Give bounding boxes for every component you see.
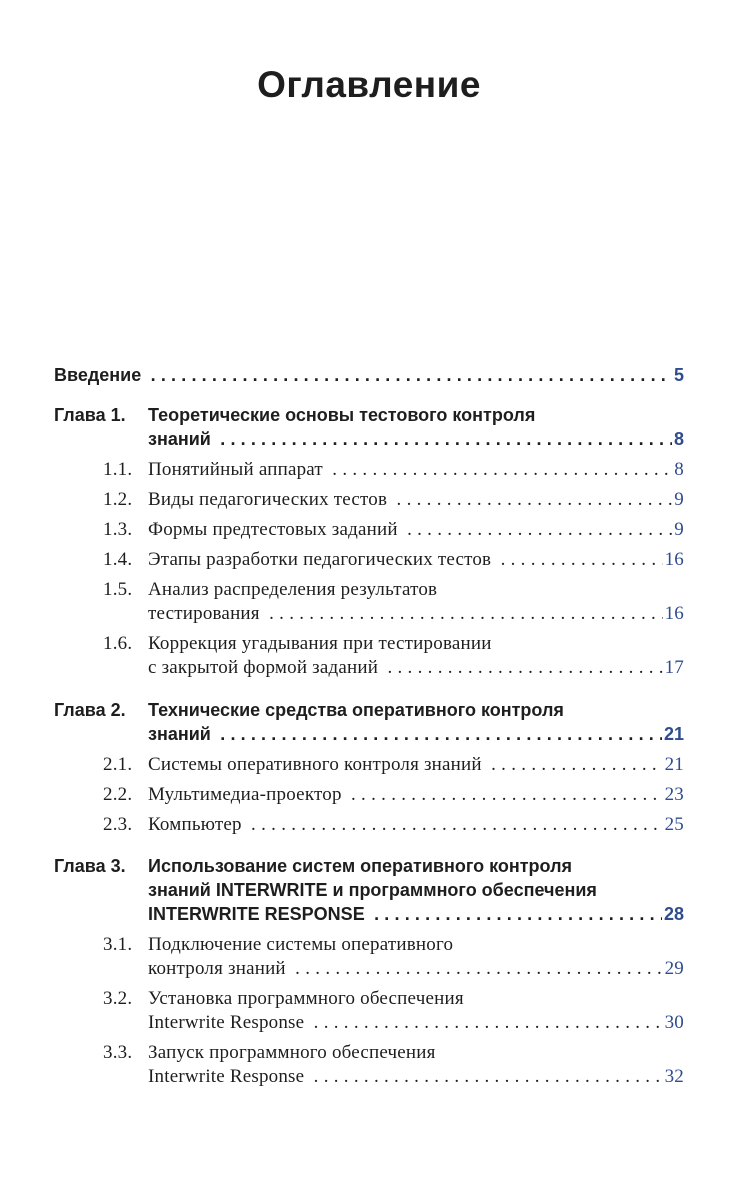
section-title: Коррекция угадывания при тестировании	[148, 633, 492, 654]
toc-chapter-3-middle-line[interactable]	[148, 880, 684, 901]
section-title: Interwrite Response	[148, 1012, 305, 1033]
section-title: Виды педагогических тестов	[148, 489, 388, 510]
chapter-title-line: знаний INTERWRITE и программного обеспечения	[148, 880, 597, 900]
toc-chapter-3-heading[interactable]	[54, 856, 684, 877]
toc-chapter-2-last-line[interactable]	[148, 724, 684, 745]
section-number: 3.3.	[103, 1042, 133, 1063]
section-number: 3.1.	[103, 934, 133, 955]
entry-title: Введение	[54, 365, 142, 385]
toc-section-1-4[interactable]	[103, 549, 684, 571]
toc-section-3-3[interactable]	[103, 1042, 684, 1064]
toc-section-3-1-last-line[interactable]	[148, 958, 684, 980]
page-number: 21	[663, 724, 684, 744]
dot-leader	[266, 603, 663, 625]
section-number: 1.2.	[103, 489, 133, 510]
toc-section-2-3[interactable]	[103, 814, 684, 836]
section-number: 2.1.	[103, 754, 133, 775]
section-number: 1.3.	[103, 519, 133, 540]
dot-leader	[497, 549, 662, 571]
dot-leader	[248, 814, 663, 836]
toc-chapter-1-heading[interactable]	[54, 405, 684, 426]
page-number: 29	[664, 958, 684, 979]
dot-leader	[348, 784, 663, 806]
toc-section-3-1[interactable]	[103, 934, 684, 956]
section-title: Установка программного обеспечения	[148, 988, 464, 1009]
page-title: Оглавление	[257, 64, 481, 105]
chapter-title-line: Теоретические основы тестового контроля	[148, 405, 536, 425]
dot-leader	[371, 904, 662, 925]
section-title: Мультимедиа-проектор	[148, 784, 342, 805]
section-title: Анализ распределения результатов	[148, 579, 438, 600]
toc-section-1-5[interactable]	[103, 579, 684, 601]
section-title: Понятийный аппарат	[148, 459, 323, 480]
section-number: 2.3.	[103, 814, 133, 835]
chapter-label: Глава 1.	[54, 405, 126, 425]
section-number: 1.1.	[103, 459, 133, 480]
dot-leader	[217, 429, 672, 450]
toc-section-1-6[interactable]	[103, 633, 684, 655]
section-number: 1.4.	[103, 549, 133, 570]
page-number: 9	[674, 519, 684, 540]
toc-section-1-6-last-line[interactable]	[148, 657, 684, 679]
dot-leader	[292, 958, 663, 980]
page-number: 17	[664, 657, 684, 678]
toc-section-2-1[interactable]	[103, 754, 684, 776]
section-title: тестирования	[148, 603, 260, 624]
page-number: 30	[664, 1012, 684, 1033]
toc-section-1-3[interactable]	[103, 519, 684, 541]
page-number: 25	[664, 814, 684, 835]
page-number: 16	[664, 549, 684, 570]
toc-section-3-2-last-line[interactable]	[148, 1012, 684, 1034]
chapter-title-line: INTERWRITE RESPONSE	[148, 904, 365, 924]
page-number: 32	[664, 1066, 684, 1087]
section-title: Запуск программного обеспечения	[148, 1042, 436, 1063]
toc-chapter-3-last-line[interactable]	[148, 904, 684, 925]
toc-entry-introduction[interactable]	[54, 365, 684, 386]
section-title: Компьютер	[148, 814, 242, 835]
dot-leader	[404, 519, 673, 541]
section-number: 1.5.	[103, 579, 133, 600]
chapter-title-line: знаний	[148, 724, 211, 744]
dot-leader	[488, 754, 663, 776]
dot-leader	[310, 1066, 662, 1088]
dot-leader	[329, 459, 672, 481]
section-number: 1.6.	[103, 633, 133, 654]
page-number: 8	[673, 429, 684, 449]
chapter-title-line: Технические средства оперативного контроля	[148, 700, 564, 720]
dot-leader	[393, 489, 672, 511]
chapter-title-line: знаний	[148, 429, 211, 449]
dot-leader	[310, 1012, 662, 1034]
page-number: 28	[663, 904, 684, 924]
chapter-label: Глава 3.	[54, 856, 126, 876]
page-number: 8	[674, 459, 684, 480]
section-title: Этапы разработки педагогических тестов	[148, 549, 492, 570]
section-number: 2.2.	[103, 784, 133, 805]
toc-section-1-5-last-line[interactable]	[148, 603, 684, 625]
chapter-label: Глава 2.	[54, 700, 126, 720]
section-title: Системы оперативного контроля знаний	[148, 754, 482, 775]
section-title: Формы предтестовых заданий	[148, 519, 398, 540]
page-number: 9	[674, 489, 684, 510]
section-title: контроля знаний	[148, 958, 286, 979]
section-title: Подключение системы оперативного	[148, 934, 454, 955]
toc-section-2-2[interactable]	[103, 784, 684, 806]
toc-section-3-3-last-line[interactable]	[148, 1066, 684, 1088]
toc-chapter-1-last-line[interactable]	[148, 429, 684, 450]
toc-section-3-2[interactable]	[103, 988, 684, 1010]
section-number: 3.2.	[103, 988, 133, 1009]
toc-chapter-2-heading[interactable]	[54, 700, 684, 721]
section-title: Interwrite Response	[148, 1066, 305, 1087]
page-number: 23	[664, 784, 684, 805]
dot-leader	[217, 724, 662, 745]
page-number: 5	[673, 365, 684, 385]
section-title: с закрытой формой заданий	[148, 657, 379, 678]
dot-leader	[147, 365, 672, 386]
toc-section-1-1[interactable]	[103, 459, 684, 481]
dot-leader	[384, 657, 662, 679]
page-number: 16	[664, 603, 684, 624]
chapter-title-line: Использование систем оперативного контроля	[148, 856, 573, 876]
toc-section-1-2[interactable]	[103, 489, 684, 511]
page-number: 21	[664, 754, 684, 775]
